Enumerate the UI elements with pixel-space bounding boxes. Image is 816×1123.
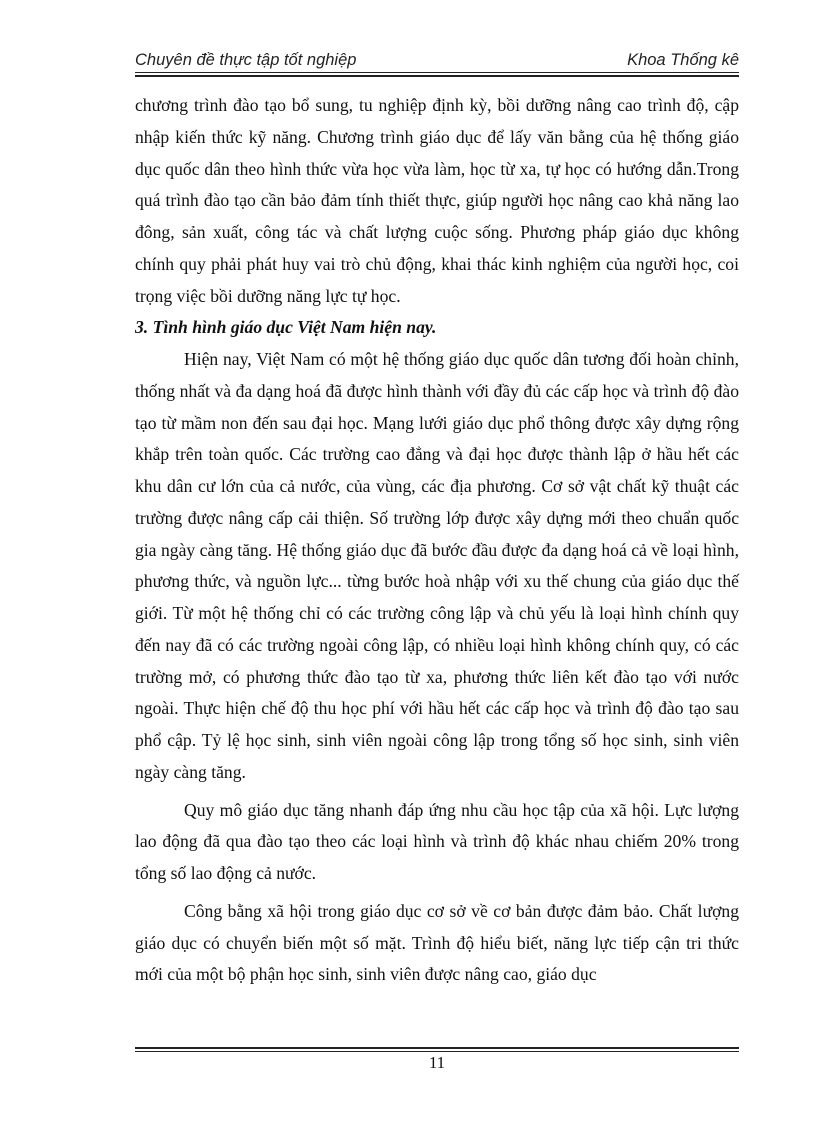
header-department: Khoa Thống kê (627, 51, 739, 69)
paragraph-education-system: Hiện nay, Việt Nam có một hệ thống giáo dục quốc dân tương đối hoàn chỉnh, thống nhất và đa dạng hoá đã được hình thành với đầy đủ các cấp học và trình độ đào tạo từ mầm non đến sau đại học. Mạng lưới giáo dục phổ thông được xây dựng rộng khắp trên toàn quốc. Các trường cao đẳng và đại học được thành lập ở hầu hết các khu dân cư lớn của cả nước, của vùng, các địa phương. Cơ sở vật chất kỹ thuật các trường được nâng cấp cải thiện. Số trường lớp được xây dựng mới theo chuẩn quốc gia ngày càng tăng. Hệ thống giáo dục đã bước đầu được đa dạng hoá cả về loại hình, phương thức, và nguồn lực... từng bước hoà nhập với xu thế chung của giáo dục thế giới. Từ một hệ thống chỉ có các trường công lập và chủ yếu là loại hình chính quy đến nay đã có các trường ngoài công lập, có nhiều loại hình không chính quy, có các trường mở, có phương thức đào tạo từ xa, phương thức liên kết đào tạo với nước ngoài. Thực hiện chế độ thu học phí với hầu hết các cấp học và trình độ đào tạo sau phổ cập. Tỷ lệ học sinh, sinh viên ngoài công lập trong tổng số học sinh, sinh viên ngày càng tăng. (135, 349, 739, 782)
header-rule-thick (135, 75, 739, 77)
paragraph-continuation: chương trình đào tạo bổ sung, tu nghiệp định kỳ, bồi dưỡng nâng cao trình độ, cập nhập kiến thức kỹ năng. Chương trình giáo dục để lấy văn bằng của hệ thống giáo dục quốc dân theo hình thức vừa học vừa làm, học từ xa, tự học có hướng dẫn.Trong quá trình đào tạo cần bảo đảm tính thiết thực, giúp người học nâng cao khả năng lao đông, sản xuất, công tác và chất lượng cuộc sống. Phương pháp giáo dục không chính quy phải phát huy vai trò chủ động, khai thác kinh nghiệm của người học, coi trọng việc bồi dưỡng năng lực tự học. (135, 95, 739, 306)
page-number: 11 (428, 1053, 446, 1072)
section-heading: 3. Tình hình giáo dục Việt Nam hiện nay. (135, 317, 437, 338)
paragraph-education-scale: Quy mô giáo dục tăng nhanh đáp ứng nhu cầu học tập của xã hội. Lực lượng lao động đã qua đào tạo theo các loại hình và trình độ khác nhau chiếm 20% trong tổng số lao động cả nước. (135, 799, 739, 883)
page-body (135, 90, 739, 991)
header-document-title: Chuyên đề thực tập tốt nghiệp (135, 51, 357, 69)
paragraph-social-equity: Công bằng xã hội trong giáo dục cơ sở về cơ bản được đảm bảo. Chất lượng giáo dục có chuyển biến một số mặt. Trình độ hiểu biết, năng lực tiếp cận tri thức mới của một bộ phận học sinh, sinh viên được nâng cao, giáo dục (135, 900, 739, 985)
footer-rule-thick (135, 1047, 739, 1049)
header-rule-thin (135, 72, 739, 73)
